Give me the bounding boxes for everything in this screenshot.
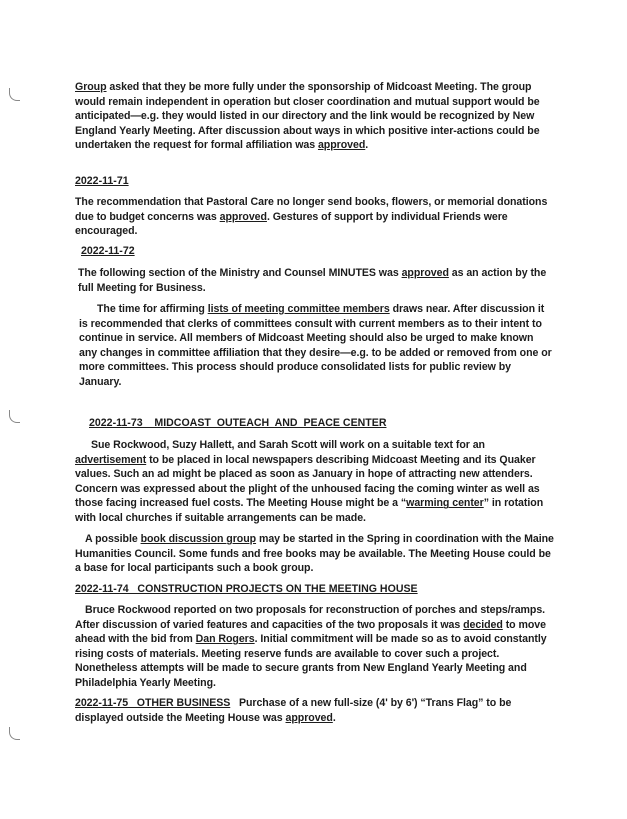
paragraph-73-book-group: A possible book discussion group may be started in the Spring in coordination with the Maine Humanities Council. Some funds and free books may be available. The Meeting House could be a base for local participants such a book group.	[75, 533, 554, 575]
paragraph-71: The recommendation that Pastoral Care no longer send books, flowers, or memorial donations due to budget concerns was approved. Gestures of support by individual Friends were encouraged.	[75, 196, 548, 238]
minute-heading-75: 2022-11-75 OTHER BUSINESS	[75, 697, 231, 709]
margin-mark	[9, 88, 20, 101]
margin-mark	[9, 727, 20, 740]
minute-heading-71: 2022-11-71	[75, 175, 129, 187]
paragraph-72: The following section of the Ministry and Counsel MINUTES was approved as an action by the full Meeting for Business.	[78, 267, 547, 294]
minute-heading-72: 2022-11-72	[81, 245, 135, 257]
paragraph-affiliation: Group asked that they be more fully under the sponsorship of Midcoast Meeting. The group would remain independent in operation but closer coordination and mutual support would be anticipated—e.g. they would listed in our directory and the link would be recognized by New England Yearly Meeting. After discussion about ways in which positive inter-actions could be undertaken the request for formal affiliation was approved.	[75, 81, 540, 152]
margin-mark	[9, 410, 20, 423]
paragraph-73: Sue Rockwood, Suzy Hallett, and Sarah Scott will work on a suitable text for an advertisement to be placed in local newspapers describing Midcoast Meeting and its Quaker values. Such an ad might be placed as soon as January in hope of attracting new attenders. Concern was expressed about the plight of the unhoused facing the coming winter as well as those facing increased fuel costs. The Meeting House might be a “warming center” in rotation with local churches if suitable arrangements can be made.	[75, 439, 544, 524]
minute-heading-74: 2022-11-74 CONSTRUCTION PROJECTS ON THE MEETING HOUSE	[75, 583, 418, 595]
group-link-text: Group	[75, 81, 107, 93]
paragraph-72-committees: The time for affirming lists of meeting committee members draws near. After discussion it is recommended that clerks of committees consult with current members as to their intent to continue in service. All members of Midcoast Meeting should also be urged to make known any changes in committee affiliation that they desire—e.g. to be added or removed from one or more committees. This process should produce consolidated lists for public review by January.	[79, 303, 552, 388]
minute-heading-73: 2022-11-73 MIDCOAST OUTEACH AND PEACE CENTER	[89, 417, 387, 429]
paragraph-75: 2022-11-75 OTHER BUSINESS Purchase of a new full-size (4' by 6') “Trans Flag” to be displayed outside the Meeting House was approved.	[75, 697, 515, 724]
paragraph-74: Bruce Rockwood reported on two proposals for reconstruction of porches and steps/ramps. After discussion of varied features and capacities of the two proposals it was decided to move ahead with the bid from Dan Rogers. Initial commitment will be made so as to avoid constantly rising costs of materials. Meeting reserve funds are available to cover such a project. Nonetheless attempts will be made to secure grants from New England Yearly Meeting and Philadelphia Yearly Meeting.	[75, 604, 547, 689]
